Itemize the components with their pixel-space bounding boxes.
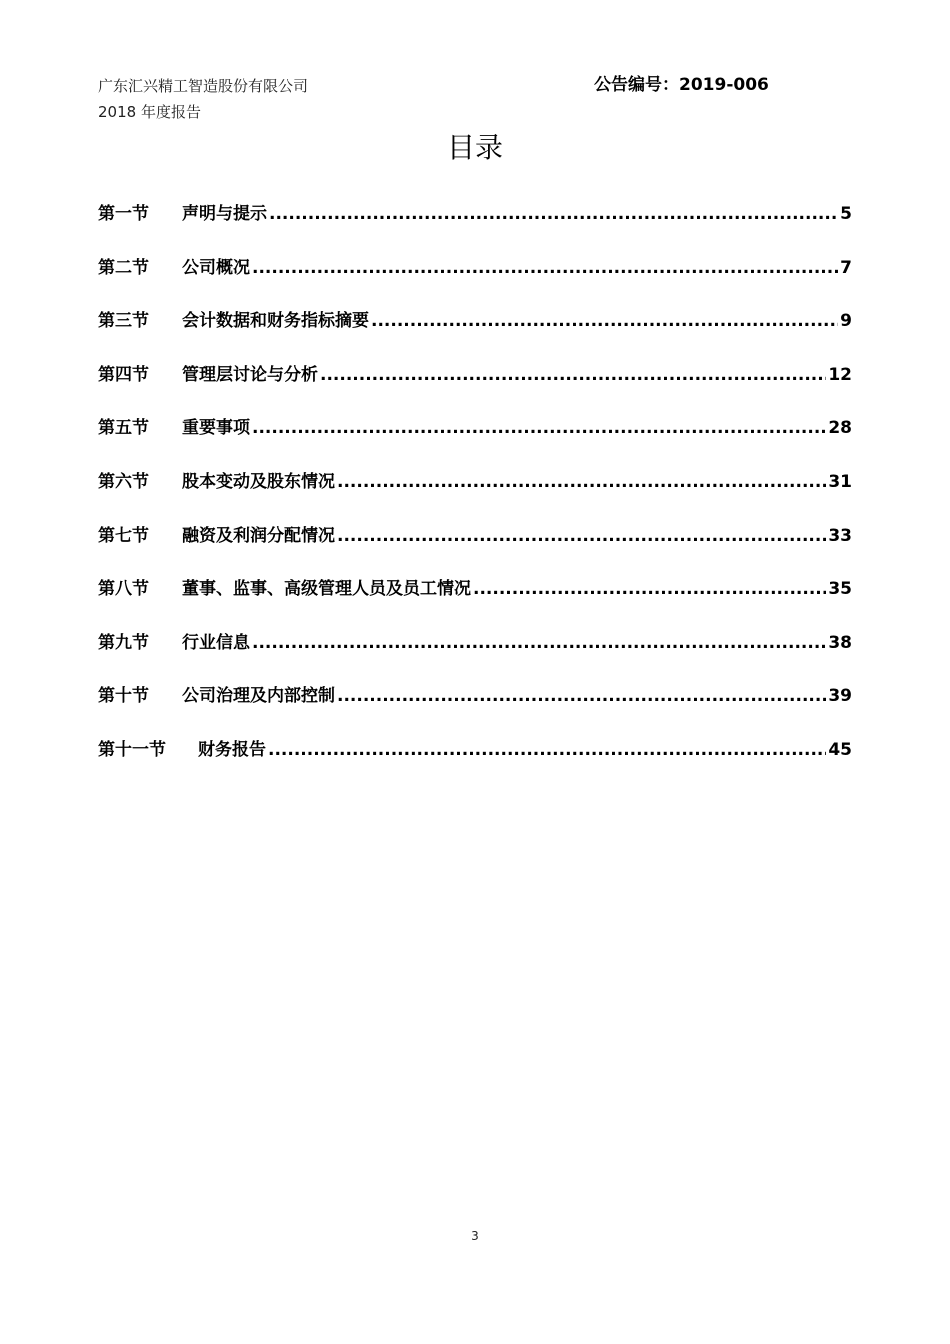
toc-leader-dots [473, 574, 826, 604]
company-name: 广东汇兴精工智造股份有限公司 [98, 77, 309, 95]
toc-page-number: 35 [828, 579, 852, 600]
toc-page-number: 5 [840, 204, 852, 224]
toc-entry-1[interactable] [98, 199, 852, 253]
toc-section-title: 融资及利润分配情况 [182, 525, 335, 546]
toc-leader-dots [337, 467, 826, 497]
toc-entry-3[interactable] [98, 306, 852, 360]
toc-page-number: 38 [828, 632, 852, 653]
toc-section-label: 第十节 [98, 686, 149, 707]
toc-section-label: 第二节 [98, 257, 149, 278]
toc-entry-5[interactable] [98, 413, 852, 467]
toc-section-label: 第一节 [98, 204, 149, 224]
toc-leader-dots [268, 735, 826, 765]
toc-section-label: 第六节 [98, 471, 149, 492]
toc-section-title: 重要事项 [182, 418, 250, 439]
toc-section-label: 第八节 [98, 579, 149, 600]
toc-entry-7[interactable] [98, 521, 852, 575]
toc-section-title: 公司治理及内部控制 [182, 686, 335, 707]
toc-page-number: 9 [840, 311, 852, 332]
toc-entry-2[interactable] [98, 253, 852, 307]
toc-leader-dots [371, 306, 838, 336]
footer-page-number: 3 [471, 1229, 479, 1243]
toc-section-label: 第七节 [98, 525, 149, 546]
toc-section-title: 公司概况 [182, 257, 250, 278]
toc-leader-dots [252, 413, 826, 443]
toc-entry-10[interactable] [98, 681, 852, 735]
toc-page-number: 28 [828, 418, 852, 439]
page-title: 目录 [446, 131, 503, 164]
notice-number: 公告编号：2019-006 [594, 75, 769, 95]
toc-page-number: 12 [828, 364, 852, 385]
toc-section-title: 管理层讨论与分析 [182, 364, 318, 385]
toc-leader-dots [252, 628, 826, 658]
toc-section-label: 第四节 [98, 364, 149, 385]
toc-page-number: 31 [828, 471, 852, 492]
toc-section-title: 董事、监事、高级管理人员及员工情况 [182, 579, 471, 600]
toc-section-label: 第五节 [98, 418, 149, 439]
toc-leader-dots [320, 360, 826, 390]
toc-section-title: 会计数据和财务指标摘要 [182, 311, 369, 332]
toc-entry-9[interactable] [98, 628, 852, 682]
report-year: 2018 年度报告 [98, 103, 201, 121]
toc-leader-dots [337, 521, 826, 551]
toc-entry-11[interactable] [98, 735, 852, 789]
toc-section-label: 第三节 [98, 311, 149, 332]
toc-leader-dots [269, 199, 838, 229]
table-of-contents [98, 199, 852, 789]
toc-entry-6[interactable] [98, 467, 852, 521]
toc-page-number: 7 [840, 257, 852, 278]
toc-leader-dots [252, 253, 838, 283]
toc-section-title: 声明与提示 [182, 204, 267, 224]
toc-entry-4[interactable] [98, 360, 852, 414]
toc-section-label: 第十一节 [98, 739, 166, 760]
toc-section-title: 财务报告 [198, 739, 266, 760]
toc-page-number: 33 [828, 525, 852, 546]
toc-page-number: 45 [828, 739, 852, 760]
toc-section-title: 行业信息 [182, 632, 250, 653]
toc-page-number: 39 [828, 686, 852, 707]
toc-section-label: 第九节 [98, 632, 149, 653]
toc-leader-dots [337, 681, 826, 711]
toc-entry-8[interactable] [98, 574, 852, 628]
toc-section-title: 股本变动及股东情况 [182, 471, 335, 492]
